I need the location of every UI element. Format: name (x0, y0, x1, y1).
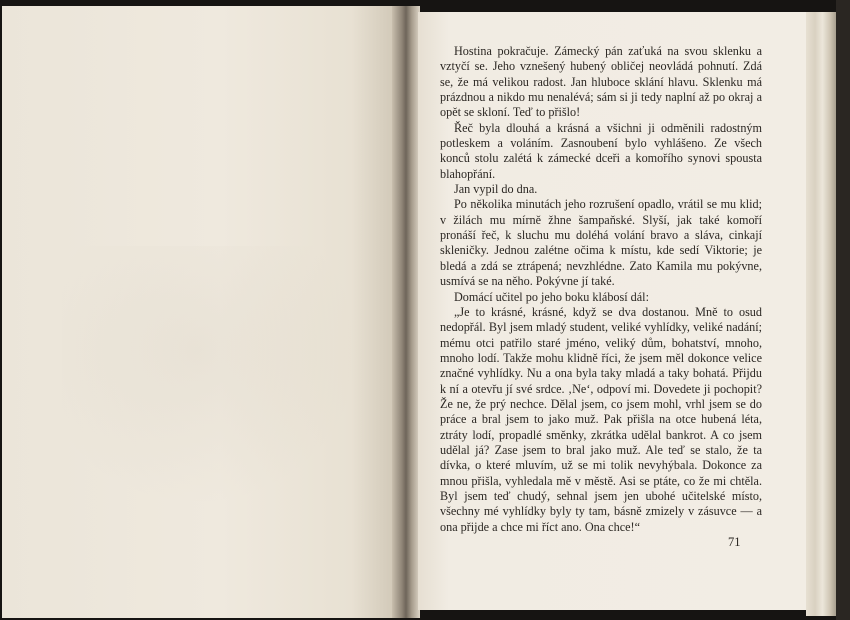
paragraph: „Je to krásné, krásné, když se dva dostanou. Mně to osud nedopřál. Byl jsem mladý student, veliké vyhlídky, veliké nadání; mému otci patřilo staré jméno, veliký dům, bohatství, mnoho, mnoho lodí. Takže mohu klidně říci, že jsem měl dokonce velice značné vyhlídky. Nu a ona byla taky mladá a taky bohatá. Přijdu k ní a otevřu jí své srdce. ‚Ne‘, odpoví mi. Dovedete ji pochopit? Že ne, že prý nechce. Dělal jsem, co jsem mohl, vrhl jsem se do práce a bral jsem to jako muž. Pak přišla na otce hubená léta, ztráty lodí, propadlé směnky, zkrátka udělal bankrot. A co jsem udělal já? Zase jsem to bral jako muž. Ale teď se stalo, že ta dívka, o které mluvím, už se mi tolik nevyhýbala. Dokonce za mnou přišla, vyhledala mě v městě. Asi se ptáte, co že mi chtěla. Byl jsem teď chudý, sehnal jsem jen ubohé učitelské místo, všechny mé vyhlídky byly ty tam, básně zmizely v zásuvce — a ona přijde a chce mi říct ano. Ona chce!“ (440, 304, 762, 534)
show-through-smudge (62, 246, 362, 506)
paragraph: Jan vypil do dna. (454, 182, 538, 197)
left-page-blank (2, 6, 399, 618)
paragraph: Domácí učitel po jeho boku klábosí dál: (454, 289, 649, 304)
page-number: 71 (728, 535, 741, 549)
book-gutter (392, 6, 420, 618)
paragraph: Hostina pokračuje. Zámecký pán zaťuká na svou sklenku a vztyčí se. Jeho vznešený hubený obličej neovládá pohnutí. Zdá se, že má velikou radost. Jan hluboce sklání hlavu. Sklenku má prázdnou a nikdo mu nenalévá; sám si ji tedy naplní až po okraj a opět se skloní. Teď to přišlo! (440, 44, 762, 120)
paragraph: Řeč byla dlouhá a krásná a všichni ji odměnili radostným potleskem a voláním. Zasnoubení bylo vyhlášeno. Ze všech konců stolu zalétá k zámecké dceři a komořího synovi spousta blahopřání. (440, 120, 762, 181)
page-edges (806, 12, 836, 616)
paragraph: Po několika minutách jeho rozrušení opadlo, vrátil se mu klid; v žilách mu mírně žhne šampaňské. Slyší, jak také komoří pronáší řeč, k sluchu mu doléhá volání bravo a sláva, cinkají skleničky. Jednou zalétne očima k místu, kde sedí Viktorie; je bledá a zdá se ztrápená; nevzhlédne. Zato Kamila mu pokývne, usmívá se na něho. Pokývne jí také. (440, 197, 762, 289)
body-text (440, 44, 762, 535)
book-cover-edge (836, 0, 850, 620)
